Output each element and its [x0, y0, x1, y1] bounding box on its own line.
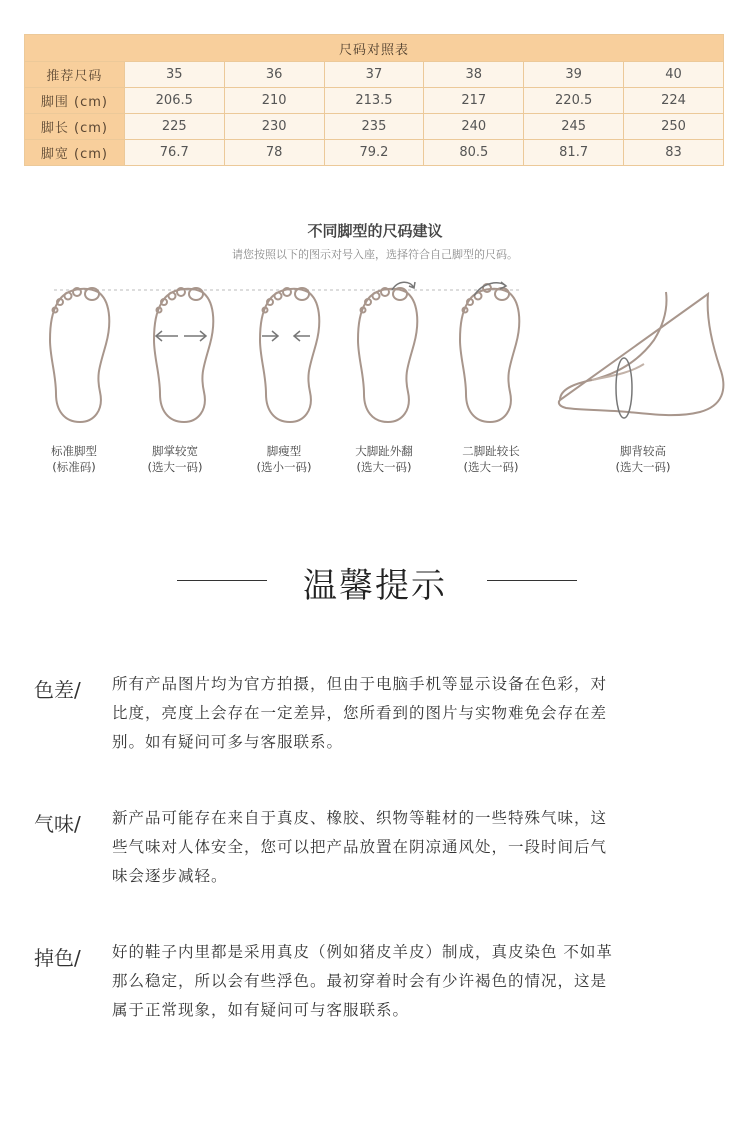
- size-chart-title-row: [25, 35, 724, 62]
- foot-label-long-second-toe: [436, 443, 546, 475]
- table-cell: 76.7: [124, 140, 224, 166]
- table-cell: 79.2: [324, 140, 424, 166]
- row-label: 脚长 (cm): [25, 114, 125, 140]
- table-cell: 37: [324, 62, 424, 88]
- table-row: [25, 62, 724, 88]
- row-label: 脚宽 (cm): [25, 140, 125, 166]
- foot-advice-subtitle: 请您按照以下的图示对号入座，选择符合自己脚型的尺码。: [232, 248, 518, 261]
- table-cell: 217: [424, 88, 524, 114]
- table-cell: 80.5: [424, 140, 524, 166]
- tip-line: 味会逐步减轻。: [112, 867, 228, 885]
- table-cell: 35: [124, 62, 224, 88]
- foot-advice-title: 不同脚型的尺码建议: [307, 222, 443, 240]
- table-cell: 78: [224, 140, 324, 166]
- wide-foot-icon: [154, 288, 213, 422]
- table-cell: 220.5: [524, 88, 624, 114]
- slim-foot-icon: [260, 288, 319, 422]
- tip-line: 所有产品图片均为官方拍摄，但由于电脑手机等显示设备在色彩，对: [112, 675, 608, 693]
- table-row: [25, 88, 724, 114]
- size-chart-table: [24, 34, 724, 166]
- tip-text: [112, 938, 724, 1025]
- foot-type-name: 大脚趾外翻: [355, 444, 413, 458]
- table-cell: 210: [224, 88, 324, 114]
- table-cell: 40: [624, 62, 724, 88]
- tip-line: 好的鞋子内里都是采用真皮（例如猪皮羊皮）制成，真皮染色 不如革: [112, 943, 613, 961]
- table-row: [25, 114, 724, 140]
- tip-text: [112, 804, 724, 891]
- table-cell: 235: [324, 114, 424, 140]
- table-cell: 206.5: [124, 88, 224, 114]
- foot-type-advice: (选小一码): [256, 460, 312, 474]
- foot-type-advice: (选大一码): [463, 460, 519, 474]
- long-second-toe-foot-icon: [460, 284, 519, 422]
- foot-type-name: 脚瘦型: [266, 444, 302, 458]
- high-instep-foot-icon: [559, 292, 723, 415]
- table-cell: 225: [124, 114, 224, 140]
- foot-type-advice: (标准码): [52, 460, 96, 474]
- foot-types-illustration: [0, 278, 750, 428]
- tip-line: 比度，亮度上会存在一定差异，您所看到的图片与实物难免会存在差: [112, 704, 608, 722]
- size-chart-title: 尺码对照表: [25, 35, 724, 62]
- table-cell: 224: [624, 88, 724, 114]
- table-cell: 81.7: [524, 140, 624, 166]
- table-cell: 36: [224, 62, 324, 88]
- bunion-foot-icon: [358, 288, 417, 422]
- foot-label-slim: [229, 443, 339, 475]
- standard-foot-icon: [50, 288, 109, 422]
- row-label: 推荐尺码: [25, 62, 125, 88]
- table-cell: 250: [624, 114, 724, 140]
- table-cell: 213.5: [324, 88, 424, 114]
- width-arrows-inward: [262, 331, 310, 341]
- tip-label: 掉色/: [34, 946, 81, 970]
- foot-type-name: 二脚趾较长: [462, 444, 520, 458]
- width-arrows-outward: [156, 331, 206, 341]
- foot-type-advice: (选大一码): [615, 460, 671, 474]
- tip-line: 别。如有疑问可多与客服联系。: [112, 733, 344, 751]
- foot-type-advice: (选大一码): [147, 460, 203, 474]
- table-cell: 83: [624, 140, 724, 166]
- foot-type-name: 脚掌较宽: [152, 444, 198, 458]
- row-label: 脚围 (cm): [25, 88, 125, 114]
- table-cell: 230: [224, 114, 324, 140]
- tips-title: 温馨提示: [303, 566, 447, 606]
- foot-label-wide: [120, 443, 230, 475]
- tip-line: 属于正常现象，如有疑问可与客服联系。: [112, 1001, 410, 1019]
- tip-label: 色差/: [34, 678, 81, 702]
- tip-line: 那么稳定，所以会有些浮色。最初穿着时会有少许褐色的情况，这是: [112, 972, 608, 990]
- foot-label-bunion: [329, 443, 439, 475]
- tip-label: 气味/: [34, 812, 81, 836]
- tip-text: [112, 670, 724, 757]
- tip-line: 新产品可能存在来自于真皮、橡胶、织物等鞋材的一些特殊气味，这: [112, 809, 608, 827]
- table-cell: 245: [524, 114, 624, 140]
- foot-type-advice: (选大一码): [356, 460, 412, 474]
- table-cell: 240: [424, 114, 524, 140]
- tip-line: 些气味对人体安全，您可以把产品放置在阴凉通风处，一段时间后气: [112, 838, 608, 856]
- foot-type-name: 脚背较高: [620, 444, 666, 458]
- foot-label-high-instep: [588, 443, 698, 475]
- table-cell: 39: [524, 62, 624, 88]
- table-cell: 38: [424, 62, 524, 88]
- foot-label-standard: [19, 443, 129, 475]
- table-row: [25, 140, 724, 166]
- foot-type-name: 标准脚型: [51, 444, 97, 458]
